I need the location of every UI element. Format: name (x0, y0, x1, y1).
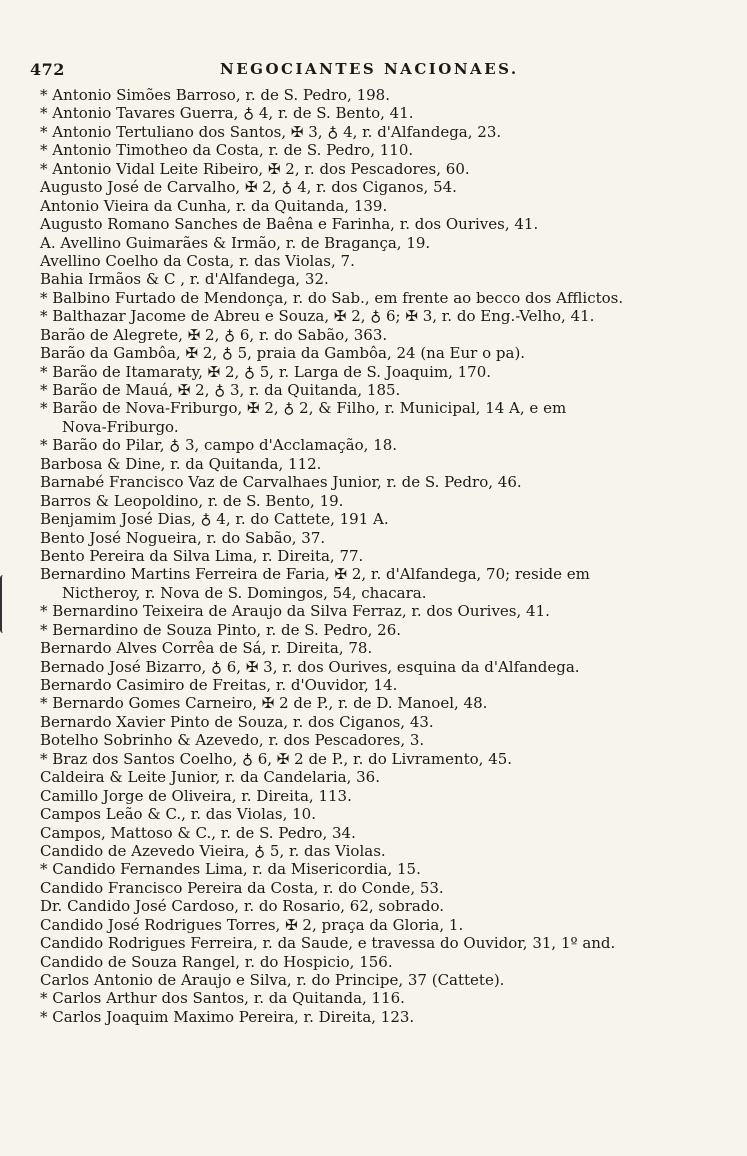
list-item: Bernardo Alves Corrêa de Sá, r. Direita, 78. (40, 639, 373, 658)
page-number: 472 (30, 60, 65, 79)
list-item: Bento Pereira da Silva Lima, r. Direita, 77. (40, 546, 364, 565)
list-item: Campos, Mattoso & C., r. de S. Pedro, 34. (40, 823, 356, 842)
list-item: Nova-Friburgo. (62, 417, 179, 436)
list-item: Candido de Azevedo Vieira, ♁ 5, r. das Violas. (40, 841, 386, 860)
page-header (30, 60, 720, 84)
list-item: * Balthazar Jacome de Abreu e Souza, ✠ 2, ♁ 6; ✠ 3, r. do Eng.-Velho, 41. (40, 307, 595, 326)
list-item: Benjamim José Dias, ♁ 4, r. do Cattete, 191 A. (40, 510, 389, 529)
list-item: Bernardo Casimiro de Freitas, r. d'Ouvidor, 14. (40, 676, 398, 694)
list-item: Bernardino Martins Ferreira de Faria, ✠ 2, r. d'Alfandega, 70; reside em (40, 565, 590, 584)
margin-mark (0, 575, 8, 633)
list-item: Bernardo Xavier Pinto de Souza, r. dos Ciganos, 43. (40, 712, 434, 731)
list-item: Nictheroy, r. Nova de S. Domingos, 54, chacara. (62, 583, 427, 602)
list-item: * Antonio Tavares Guerra, ♁ 4, r. de S. Bento, 41. (40, 104, 414, 123)
list-item: Camillo Jorge de Oliveira, r. Direita, 113. (40, 786, 352, 805)
list-item: Campos Leão & C., r. das Violas, 10. (40, 805, 316, 824)
list-item: * Carlos Joaquim Maximo Pereira, r. Direita, 123. (40, 1007, 415, 1026)
list-item: * Barão do Pilar, ♁ 3, campo d'Acclamação, 18. (40, 436, 398, 455)
list-item: Carlos Antonio de Araujo e Silva, r. do Principe, 37 (Cattete). (40, 971, 505, 989)
list-item: * Bernardino de Souza Pinto, r. de S. Pedro, 26. (40, 620, 402, 639)
list-item: Barão de Alegrete, ✠ 2, ♁ 6, r. do Sabão, 363. (40, 325, 388, 344)
list-item: Antonio Vieira da Cunha, r. da Quitanda, 139. (40, 196, 388, 215)
list-item: * Antonio Timotheo da Costa, r. de S. Pedro, 110. (40, 141, 414, 160)
list-item: Bahia Irmãos & C , r. d'Alfandega, 32. (40, 270, 329, 289)
list-item: Barão da Gambôa, ✠ 2, ♁ 5, praia da Gambôa, 24 (na Eur o pa). (40, 344, 526, 363)
list-item: Bento José Nogueira, r. do Sabão, 37. (40, 528, 326, 547)
list-item: Candido de Souza Rangel, r. do Hospicio, 156. (40, 952, 393, 971)
list-item: * Candido Fernandes Lima, r. da Misericordia, 15. (40, 860, 421, 879)
merchant-list (40, 86, 720, 1026)
list-item: Candido Rodrigues Ferreira, r. da Saude, e travessa do Ouvidor, 31, 1º and. (40, 934, 616, 953)
running-title: NEGOCIANTES NACIONAES. (220, 60, 519, 78)
list-item: Augusto José de Carvalho, ✠ 2, ♁ 4, r. dos Ciganos, 54. (40, 178, 457, 197)
list-item: Barnabé Francisco Vaz de Carvalhaes Junior, r. de S. Pedro, 46. (40, 473, 522, 492)
list-item: * Bernardo Gomes Carneiro, ✠ 2 de P., r. de D. Manoel, 48. (40, 694, 488, 713)
list-item: Botelho Sobrinho & Azevedo, r. dos Pescadores, 3. (40, 731, 425, 750)
list-item: Dr. Candido José Cardoso, r. do Rosario, 62, sobrado. (40, 897, 445, 916)
list-item: * Bernardino Teixeira de Araujo da Silva Ferraz, r. dos Ourives, 41. (40, 602, 550, 621)
list-item: * Antonio Tertuliano dos Santos, ✠ 3, ♁ 4, r. d'Alfandega, 23. (40, 122, 502, 141)
list-item: Candido Francisco Pereira da Costa, r. do Conde, 53. (40, 878, 444, 897)
list-item: Barros & Leopoldino, r. de S. Bento, 19. (40, 491, 344, 510)
list-item: Avellino Coelho da Costa, r. das Violas, 7. (40, 251, 355, 270)
list-item: Barbosa & Dine, r. da Quitanda, 112. (40, 454, 322, 473)
list-item: * Balbino Furtado de Mendonça, r. do Sab., em frente ao becco dos Afflictos. (40, 288, 624, 307)
list-item: A. Avellino Guimarães & Irmão, r. de Bragança, 19. (40, 233, 431, 252)
list-item: * Antonio Simões Barroso, r. de S. Pedro, 198. (40, 86, 390, 104)
list-item: * Braz dos Santos Coelho, ♁ 6, ✠ 2 de P., r. do Livramento, 45. (40, 749, 513, 768)
list-item: Augusto Romano Sanches de Baêna e Farinha, r. dos Ourives, 41. (40, 215, 539, 234)
list-item: * Barão de Mauá, ✠ 2, ♁ 3, r. da Quitanda, 185. (40, 381, 401, 399)
list-item: Bernado José Bizarro, ♁ 6, ✠ 3, r. dos Ourives, esquina da d'Alfandega. (40, 657, 580, 676)
list-item: Caldeira & Leite Junior, r. da Candelaria, 36. (40, 768, 380, 787)
list-item: * Barão de Itamaraty, ✠ 2, ♁ 5, r. Larga de S. Joaquim, 170. (40, 362, 492, 381)
list-item: * Carlos Arthur dos Santos, r. da Quitanda, 116. (40, 989, 405, 1008)
list-item: Candido José Rodrigues Torres, ✠ 2, praça da Gloria, 1. (40, 915, 464, 934)
list-item: * Barão de Nova-Friburgo, ✠ 2, ♁ 2, & Filho, r. Municipal, 14 A, e em (40, 399, 567, 418)
list-item: * Antonio Vidal Leite Ribeiro, ✠ 2, r. dos Pescadores, 60. (40, 159, 470, 178)
